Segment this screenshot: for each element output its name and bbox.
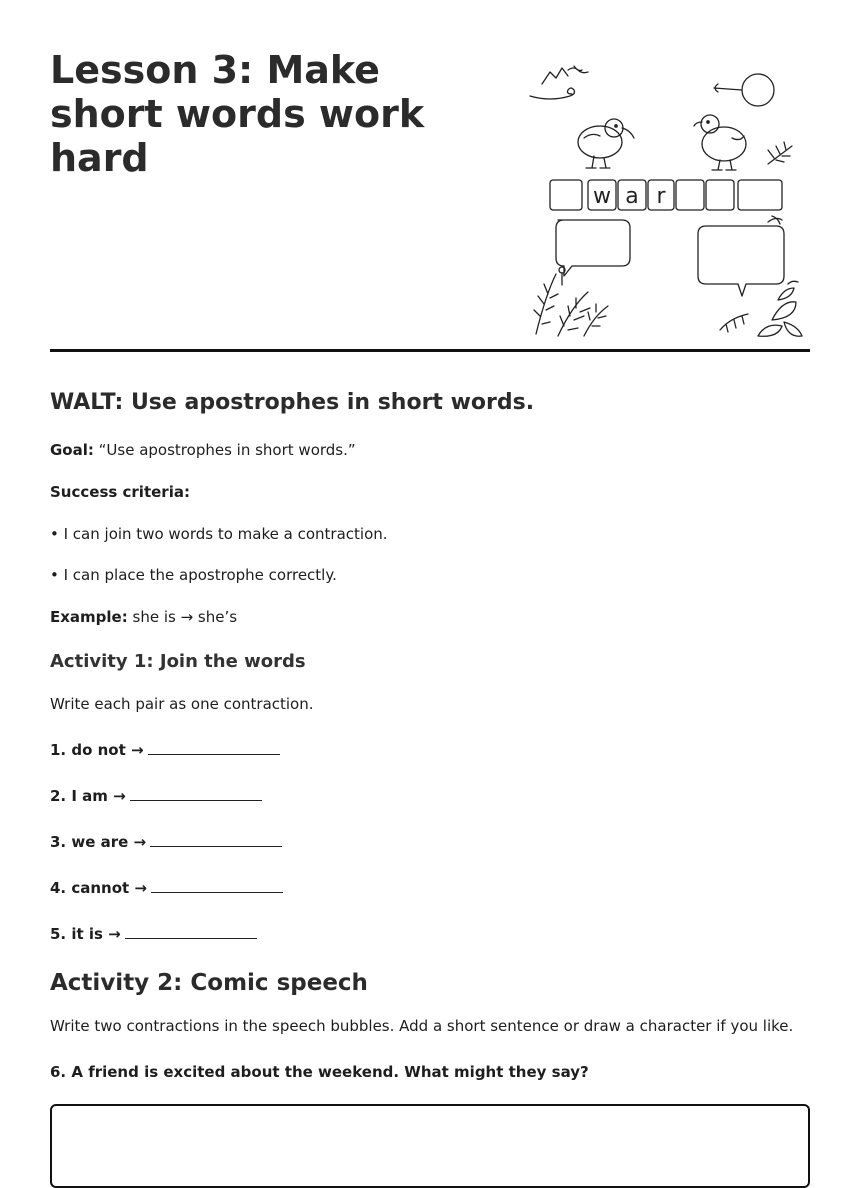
activity1-heading: Activity 1: Join the words: [50, 651, 306, 672]
success-label: Success criteria:: [50, 483, 190, 501]
question-2-label: 2. I am →: [50, 787, 126, 805]
question-5-label: 5. it is →: [50, 925, 121, 943]
question-1-label: 1. do not →: [50, 741, 144, 759]
question-1: [50, 740, 810, 760]
header-rule: [50, 349, 810, 352]
goal-label: Goal:: [50, 441, 94, 459]
kiwi-left-icon: [578, 119, 634, 168]
question-3: [50, 832, 810, 852]
goal-line: [50, 440, 810, 460]
answer-line-3[interactable]: [150, 832, 282, 847]
content: [50, 388, 810, 1082]
success-item-1: • I can join two words to make a contraction.: [50, 525, 388, 543]
example-label: Example:: [50, 608, 128, 626]
activity2-instruction: Write two contractions in the speech bubbles. Add a short sentence or draw a character if you like.: [50, 1017, 794, 1035]
example-text: she is → she’s: [127, 608, 238, 626]
page-title: Lesson 3: Make short words work hard: [50, 48, 425, 180]
activity2-heading: Activity 2: Comic speech: [50, 970, 368, 996]
question-4: [50, 878, 810, 898]
kiwi-right-icon: [694, 115, 746, 170]
svg-text:w: w: [593, 184, 611, 209]
kiwi-illustration-icon: [528, 54, 810, 338]
header: [50, 48, 810, 352]
example-line: [50, 607, 810, 627]
answer-line-1[interactable]: [148, 740, 280, 755]
answer-line-2[interactable]: [130, 786, 262, 801]
success-item-2: • I can place the apostrophe correctly.: [50, 566, 337, 584]
answer-line-4[interactable]: [151, 878, 283, 893]
walt-heading: WALT: Use apostrophes in short words.: [50, 390, 535, 415]
answer-box-6[interactable]: [50, 1104, 810, 1188]
svg-text:r: r: [656, 184, 666, 209]
question-3-label: 3. we are →: [50, 833, 147, 851]
activity1-instruction: Write each pair as one contraction.: [50, 695, 314, 713]
goal-text: “Use apostrophes in short words.”: [93, 441, 356, 459]
question-6: 6. A friend is excited about the weekend. What might they say?: [50, 1063, 589, 1081]
question-4-label: 4. cannot →: [50, 879, 147, 897]
answer-line-5[interactable]: [125, 924, 257, 939]
svg-text:a: a: [625, 184, 639, 209]
question-2: [50, 786, 810, 806]
question-5: [50, 924, 810, 944]
